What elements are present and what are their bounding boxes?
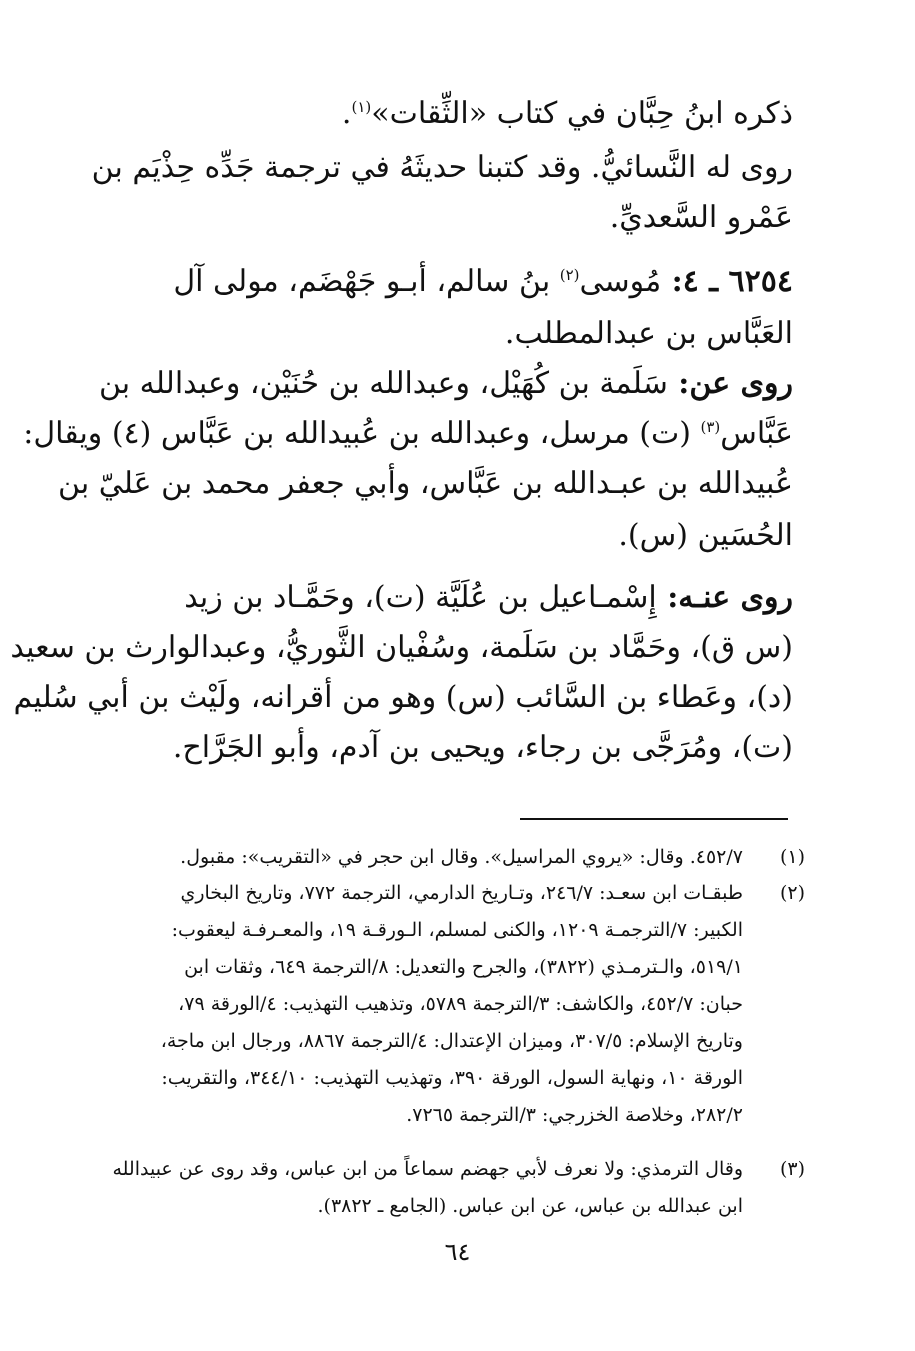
entry-number: ٦٢٥٤ ـ ٤: — [661, 264, 793, 299]
line-text: عَبَّاس — [720, 416, 793, 451]
section-label: روى عنـه: — [656, 580, 793, 615]
entry-name: مُوسى — [579, 264, 662, 299]
footnote-line: الكبير: ٧/الترجمـة ١٢٠٩، والكنى لمسلم، الـورقـة ١٩، والمعـرفـة ليعقوب: — [171, 919, 743, 941]
line-text: عَمْرو السَّعديِّ. — [609, 200, 793, 235]
line-text: (د)، وعَطاء بن السَّائب (س) وهو من أقرانه، ولَيْث بن أبي سُليم — [13, 680, 793, 715]
line-text: إِسْمـاعيل بن عُلَيَّة (ت)، وحَمَّـاد بن زيد — [184, 580, 657, 615]
line-text: سَلَمة بن كُهَيْل، وعبدالله بن حُنَيْن، وعبدالله بن — [98, 366, 668, 401]
line-text: (ت)، ومُرَجَّى بن رجاء، ويحيى بن آدم، وأبو الجَرَّاح. — [172, 730, 793, 765]
footnote-line: وقال الترمذي: ولا نعرف لأبي جهضم سماعاً من ابن عباس، وقد روى عن عبيدالله — [112, 1158, 743, 1180]
line-text: (س ق)، وحَمَّاد بن سَلَمة، وسُفْيان الثَّوريُّ، وعبدالوارث بن سعيد — [10, 630, 793, 665]
footnote-number: (٣) — [779, 1158, 805, 1180]
footnote-line: ابن عبدالله بن عباس، عن ابن عباس. (الجامع ـ ٣٨٢٢). — [317, 1195, 743, 1217]
footnote-line: حبان: ٤٥٢/٧، والكاشف: ٣/الترجمة ٥٧٨٩، وتذهيب التهذيب: ٤/الورقة ٧٩، — [178, 993, 743, 1015]
footnote-line: ٤٥٢/٧. وقال: «يروي المراسيل». وقال ابن حجر في «التقريب»: مقبول. — [180, 846, 743, 868]
page-number: ٦٤ — [444, 1238, 471, 1266]
footnote-line: ٢٨٢/٢، وخلاصة الخزرجي: ٣/الترجمة ٧٢٦٥. — [406, 1104, 743, 1126]
footnote-marker: (٣) — [700, 418, 721, 436]
footnote-line: ٥١٩/١، والـترمـذي (٣٨٢٢)، والجرح والتعديل: ٨/الترجمة ٦٤٩، وثقات ابن — [184, 956, 743, 978]
footnotes — [82, 0, 805, 1230]
footnote-line: وتاريخ الإسلام: ٣٠٧/٥، وميزان الإعتدال: ٤/الترجمة ٨٨٦٧، ورجال ابن ماجة، — [160, 1030, 743, 1052]
section-label: روى عن: — [667, 366, 793, 401]
footnote-line: الورقة ١٠، ونهاية السول، الورقة ٣٩٠، وتهذيب التهذيب: ٣٤٤/١٠، والتقريب: — [161, 1067, 743, 1089]
line-text: العَبَّاس بن عبدالمطلب. — [504, 316, 793, 351]
footnote-marker: (١) — [351, 98, 372, 116]
footnote-number: (١) — [779, 846, 805, 868]
footnote-marker: (٢) — [559, 266, 580, 284]
line-text: بنُ سالم، أبـو جَهْضَم، مولى آل — [173, 264, 560, 299]
line-text: (ت) مرسل، وعبدالله بن عُبيدالله بن عَبَّاس (٤) ويقال: — [23, 416, 701, 451]
line-text: عُبيدالله بن عبـدالله بن عَبَّاس، وأبي جعفر محمد بن عَليّ بن — [57, 466, 793, 501]
line-text: ذكره ابنُ حِبَّان في كتاب «الثِّقات» — [371, 96, 793, 131]
line-text: . — [341, 96, 352, 131]
line-text: الحُسَين (س). — [618, 518, 793, 553]
footnote-line: طبقـات ابن سعـد: ٢٤٦/٧، وتـاريخ الدارمي، الترجمة ٧٧٢، وتاريخ البخاري — [180, 882, 743, 904]
line-text: روى له النَّسائيُّ. وقد كتبنا حديثَهُ في ترجمة جَدِّه حِذْيَم بن — [91, 150, 793, 185]
footnote-number: (٢) — [779, 882, 805, 904]
